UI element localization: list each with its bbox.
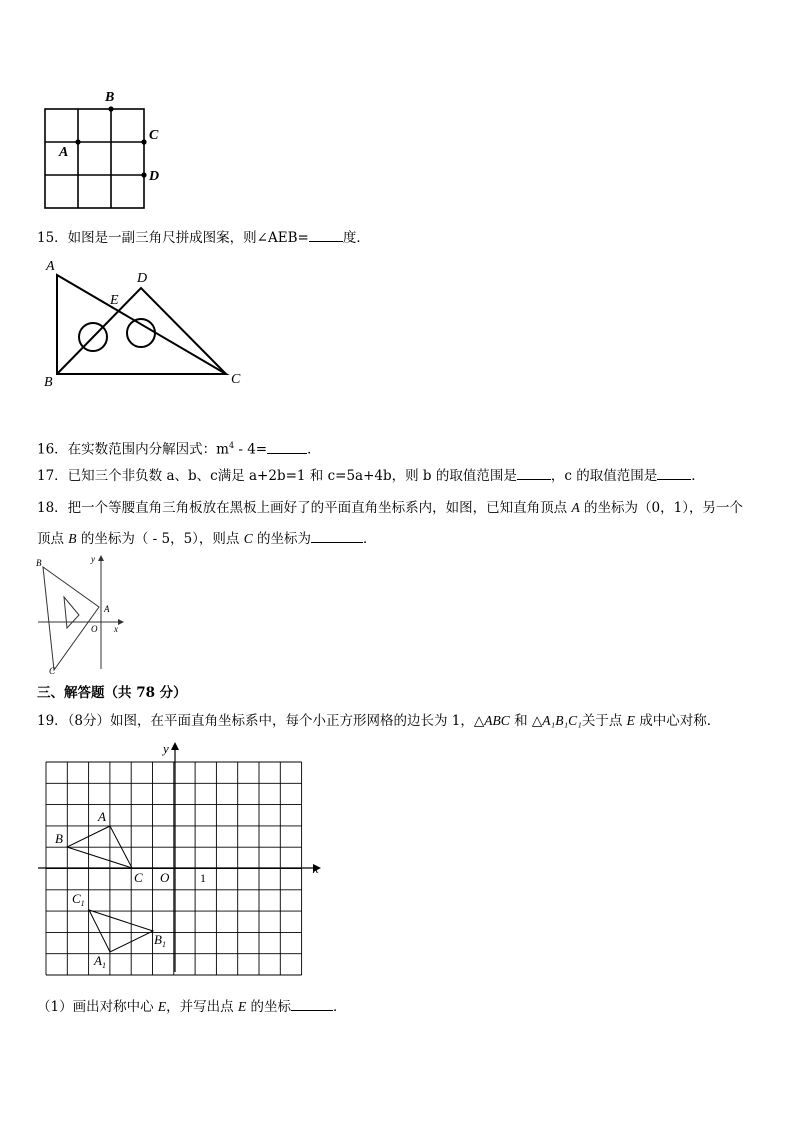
label-a: A xyxy=(46,259,55,274)
label-b: B xyxy=(105,90,115,105)
label-d: D xyxy=(149,169,160,184)
point-b xyxy=(108,106,113,111)
q18-end: ． xyxy=(363,531,377,547)
label-a: A xyxy=(104,604,110,614)
grid-figure xyxy=(30,85,170,215)
q19-point-e: E xyxy=(626,713,635,728)
label-b: B xyxy=(44,375,53,390)
coordinate-triangle-figure xyxy=(34,553,126,675)
q18-point-c: C xyxy=(243,531,253,546)
label-o: O xyxy=(160,870,170,885)
label-a: A xyxy=(98,809,106,824)
q18-answer-blank[interactable] xyxy=(311,530,363,543)
question-15 xyxy=(37,229,370,247)
q18-text-2: 的坐标为（0，1），另一个 xyxy=(579,500,743,516)
label-c1: $C_1$ xyxy=(72,891,85,908)
q19-and: 和 xyxy=(509,713,532,729)
label-a: A xyxy=(59,145,69,160)
q19-1-answer-blank[interactable] xyxy=(291,998,333,1011)
q19-1-point-e: E xyxy=(157,999,167,1014)
label-o: O xyxy=(91,624,98,634)
q19-1-end: ． xyxy=(332,999,347,1015)
label-y: y xyxy=(163,741,169,756)
label-a1: $A_1$ xyxy=(94,953,106,970)
point-d xyxy=(141,172,146,177)
q18-text-4: 的坐标为（ - 5，5），则点 xyxy=(76,531,244,547)
question-16 xyxy=(37,437,321,459)
label-y: y xyxy=(91,554,95,564)
q18-text-3: 顶点 xyxy=(37,531,69,547)
section-3-title: 三、解答题（共 78 分） xyxy=(37,685,187,701)
question-18-line2 xyxy=(37,530,377,548)
q17-answer-blank-b[interactable] xyxy=(517,467,551,480)
label-one: 1 xyxy=(200,871,206,885)
q19-text: 19．（8分）如图，在平面直角坐标系中，每个小正方形网格的边长为 1， xyxy=(37,713,474,729)
q16-mid: - 4= xyxy=(234,441,268,458)
q18-text-5: 的坐标为 xyxy=(252,531,312,547)
question-19-part-1 xyxy=(37,998,346,1016)
q19-triangle-abc: △ABC xyxy=(473,713,510,728)
label-b: B xyxy=(55,831,63,846)
label-c: C xyxy=(134,870,143,885)
q16-suffix: ． xyxy=(307,441,321,458)
question-17 xyxy=(37,467,705,485)
grid-coordinate-figure xyxy=(36,740,326,976)
point-c xyxy=(141,139,146,144)
label-b: B xyxy=(36,558,42,568)
q17-answer-blank-c[interactable] xyxy=(657,467,691,480)
q16-answer-blank[interactable] xyxy=(267,441,307,454)
q15-suffix: 度． xyxy=(342,230,370,246)
triangle-ruler-figure xyxy=(38,255,253,390)
label-c: C xyxy=(231,372,241,387)
q17-prefix: 17．已知三个非负数 a、b、c满足 a+2b=1 和 c=5a+4b，则 b 的取值范围是 xyxy=(37,468,517,484)
label-c: C xyxy=(49,666,56,675)
point-a xyxy=(75,139,80,144)
q15-prefix: 15．如图是一副三角尺拼成图案，则∠AEB= xyxy=(37,230,309,246)
label-x: x xyxy=(313,861,319,876)
label-c: C xyxy=(149,128,159,143)
q18-text: 18．把一个等腰直角三角板放在黑板上画好了的平面直角坐标系内，如图，已知直角顶点 xyxy=(37,500,572,516)
q19-1-point-e-2: E xyxy=(237,999,247,1014)
q16-prefix: 16．在实数范围内分解因式：m xyxy=(37,441,229,458)
question-18-line1 xyxy=(37,499,743,517)
label-b1: $B_1$ xyxy=(154,932,166,949)
q17-mid: ，c 的取值范围是 xyxy=(550,468,658,484)
q19-1-text-2: ，并写出点 xyxy=(166,999,238,1015)
label-x: x xyxy=(114,624,118,634)
label-d: D xyxy=(137,271,148,286)
q18-point-a: A xyxy=(571,500,580,515)
q19-1-text: （1）画出对称中心 xyxy=(37,999,158,1015)
q17-suffix: ． xyxy=(691,468,705,484)
q19-1-text-3: 的坐标 xyxy=(246,999,291,1015)
q15-answer-blank[interactable] xyxy=(309,229,343,242)
question-19 xyxy=(37,712,720,730)
q19-triangle-a1b1c1: △A₁B₁C₁ xyxy=(531,713,582,728)
q19-end: 成中心对称． xyxy=(634,713,721,729)
q19-text-2: 关于点 xyxy=(581,713,627,729)
q16-exponent: 4 xyxy=(228,441,235,450)
label-e: E xyxy=(110,293,119,308)
q18-point-b: B xyxy=(68,531,77,546)
